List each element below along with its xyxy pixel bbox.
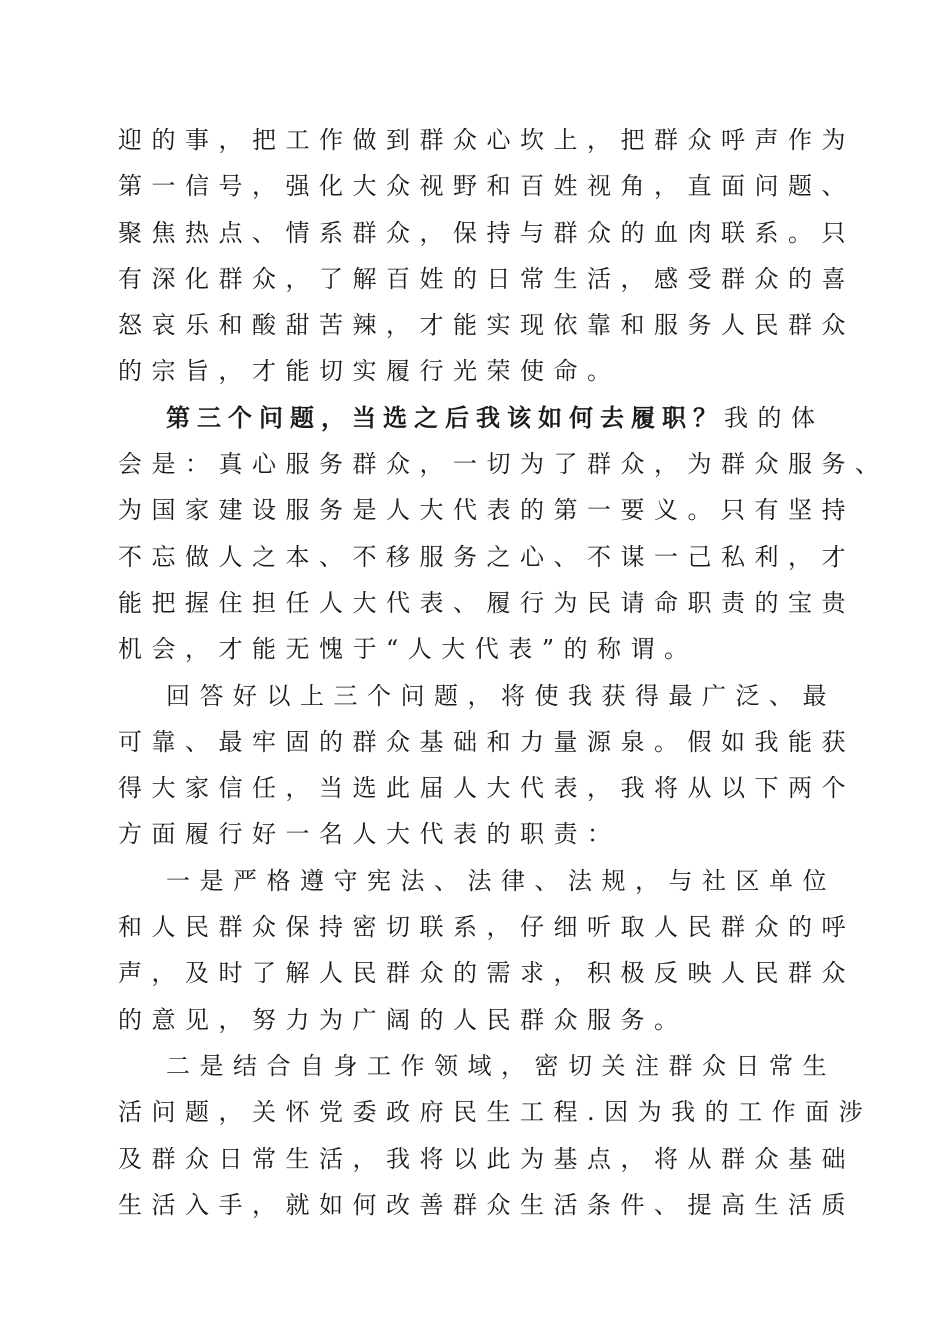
paragraph	[118, 395, 889, 673]
paragraph	[118, 858, 855, 1043]
text-line: 一是严格遵守宪法、法律、法规，与社区单位	[166, 866, 836, 895]
paragraph	[118, 117, 855, 395]
question-heading: 第三个问题，当选之后我该如何去履职？	[166, 403, 724, 432]
text-line: 不忘做人之本、不移服务之心、不谋一己私利，才	[118, 542, 855, 571]
text-run: 我的体	[724, 403, 825, 432]
text-line: 有深化群众，了解百姓的日常生活，感受群众的喜	[118, 264, 855, 293]
text-line: 怒哀乐和酸甜苦辣，才能实现依靠和服务人民群众	[118, 311, 855, 340]
text-line: 能把握住担任人大代表、履行为民请命职责的宝贵	[118, 588, 855, 617]
text-line: 得大家信任，当选此届人大代表，我将从以下两个	[118, 774, 855, 803]
text-line: 可靠、最牢固的群众基础和力量源泉。假如我能获	[118, 727, 855, 756]
text-line: 迎的事，把工作做到群众心坎上，把群众呼声作为	[118, 126, 855, 154]
text-line	[118, 395, 838, 441]
text-line: 方面履行好一名人大代表的职责：	[118, 820, 621, 849]
text-line: 的宗旨，才能切实履行光荣使命。	[118, 357, 621, 386]
document-page	[118, 117, 889, 1228]
text-line: 回答好以上三个问题，将使我获得最广泛、最	[166, 681, 836, 710]
text-line: 和人民群众保持密切联系，仔细听取人民群众的呼	[118, 913, 855, 942]
text-line: 活问题，关怀党委政府民生工程.因为我的工作面涉	[118, 1098, 873, 1127]
text-line: 的意见，努力为广阔的人民群众服务。	[118, 1005, 688, 1034]
text-line: 机会，才能无愧于“人大代表”的称谓。	[118, 635, 698, 664]
text-line: 二是结合自身工作领域，密切关注群众日常生	[166, 1051, 836, 1080]
paragraph	[118, 1043, 873, 1228]
text-line: 生活入手，就如何改善群众生活条件、提高生活质	[118, 1190, 855, 1219]
text-line: 第一信号，强化大众视野和百姓视角，直面问题、	[118, 172, 855, 201]
paragraph	[118, 673, 855, 858]
text-line: 会是：真心服务群众，一切为了群众，为群众服务、	[118, 450, 889, 479]
text-line: 聚焦热点、情系群众，保持与群众的血肉联系。只	[118, 218, 855, 247]
text-line: 及群众日常生活，我将以此为基点，将从群众基础	[118, 1144, 855, 1173]
text-line: 声，及时了解人民群众的需求，积极反映人民群众	[118, 959, 855, 988]
text-line: 为国家建设服务是人大代表的第一要义。只有坚持	[118, 496, 855, 525]
